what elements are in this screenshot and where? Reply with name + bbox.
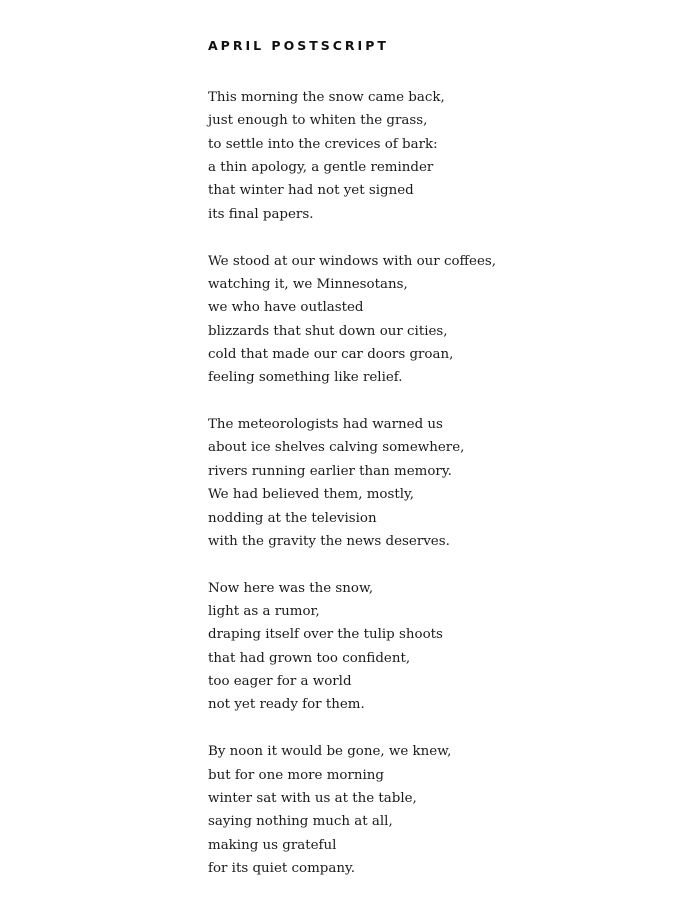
poem-line: its final papers. xyxy=(208,206,314,222)
poem-line: draping itself over the tulip shoots xyxy=(208,627,443,643)
poem-line: we who have outlasted xyxy=(208,300,364,316)
poem-page xyxy=(208,38,648,904)
poem-body xyxy=(208,86,648,880)
poem-line: a thin apology, a gentle reminder xyxy=(208,160,434,176)
poem-line: that winter had not yet signed xyxy=(208,183,414,199)
poem-line: not yet ready for them. xyxy=(208,697,365,713)
poem-line: about ice shelves calving somewhere, xyxy=(208,440,465,456)
poem-line: for its quiet company. xyxy=(208,860,355,876)
poem-line: with the gravity the news deserves. xyxy=(208,533,450,549)
poem-line: making us grateful xyxy=(208,837,337,853)
poem-line: just enough to whiten the grass, xyxy=(208,113,428,129)
stanza-4 xyxy=(208,577,648,717)
stanza-2 xyxy=(208,250,648,390)
poem-line: watching it, we Minnesotans, xyxy=(208,276,408,292)
poem-line: nodding at the television xyxy=(208,510,377,526)
poem-line: too eager for a world xyxy=(208,674,352,690)
stanza-1 xyxy=(208,86,648,226)
poem-line: to settle into the crevices of bark: xyxy=(208,136,438,152)
poem-line: but for one more morning xyxy=(208,767,384,783)
poem-line: rivers running earlier than memory. xyxy=(208,463,452,479)
poem-line: Now here was the snow, xyxy=(208,580,374,596)
poem-line: The meteorologists had warned us xyxy=(208,417,443,433)
poem-line: saying nothing much at all, xyxy=(208,814,393,830)
poem-line: blizzards that shut down our cities, xyxy=(208,323,448,339)
stanza-3 xyxy=(208,413,648,553)
poem-line: light as a rumor, xyxy=(208,604,320,620)
poem-line: By noon it would be gone, we knew, xyxy=(208,744,452,760)
poem-line: We stood at our windows with our coffees, xyxy=(208,253,497,269)
poem-line: feeling something like relief. xyxy=(208,370,403,386)
poem-line: We had believed them, mostly, xyxy=(208,487,415,503)
poem-line: cold that made our car doors groan, xyxy=(208,346,454,362)
poem-line: that had grown too confident, xyxy=(208,650,411,666)
stanza-5 xyxy=(208,740,648,880)
poem-line: winter sat with us at the table, xyxy=(208,790,417,806)
poem-title: APRIL POSTSCRIPT xyxy=(208,38,389,53)
poem-line: This morning the snow came back, xyxy=(208,90,445,105)
